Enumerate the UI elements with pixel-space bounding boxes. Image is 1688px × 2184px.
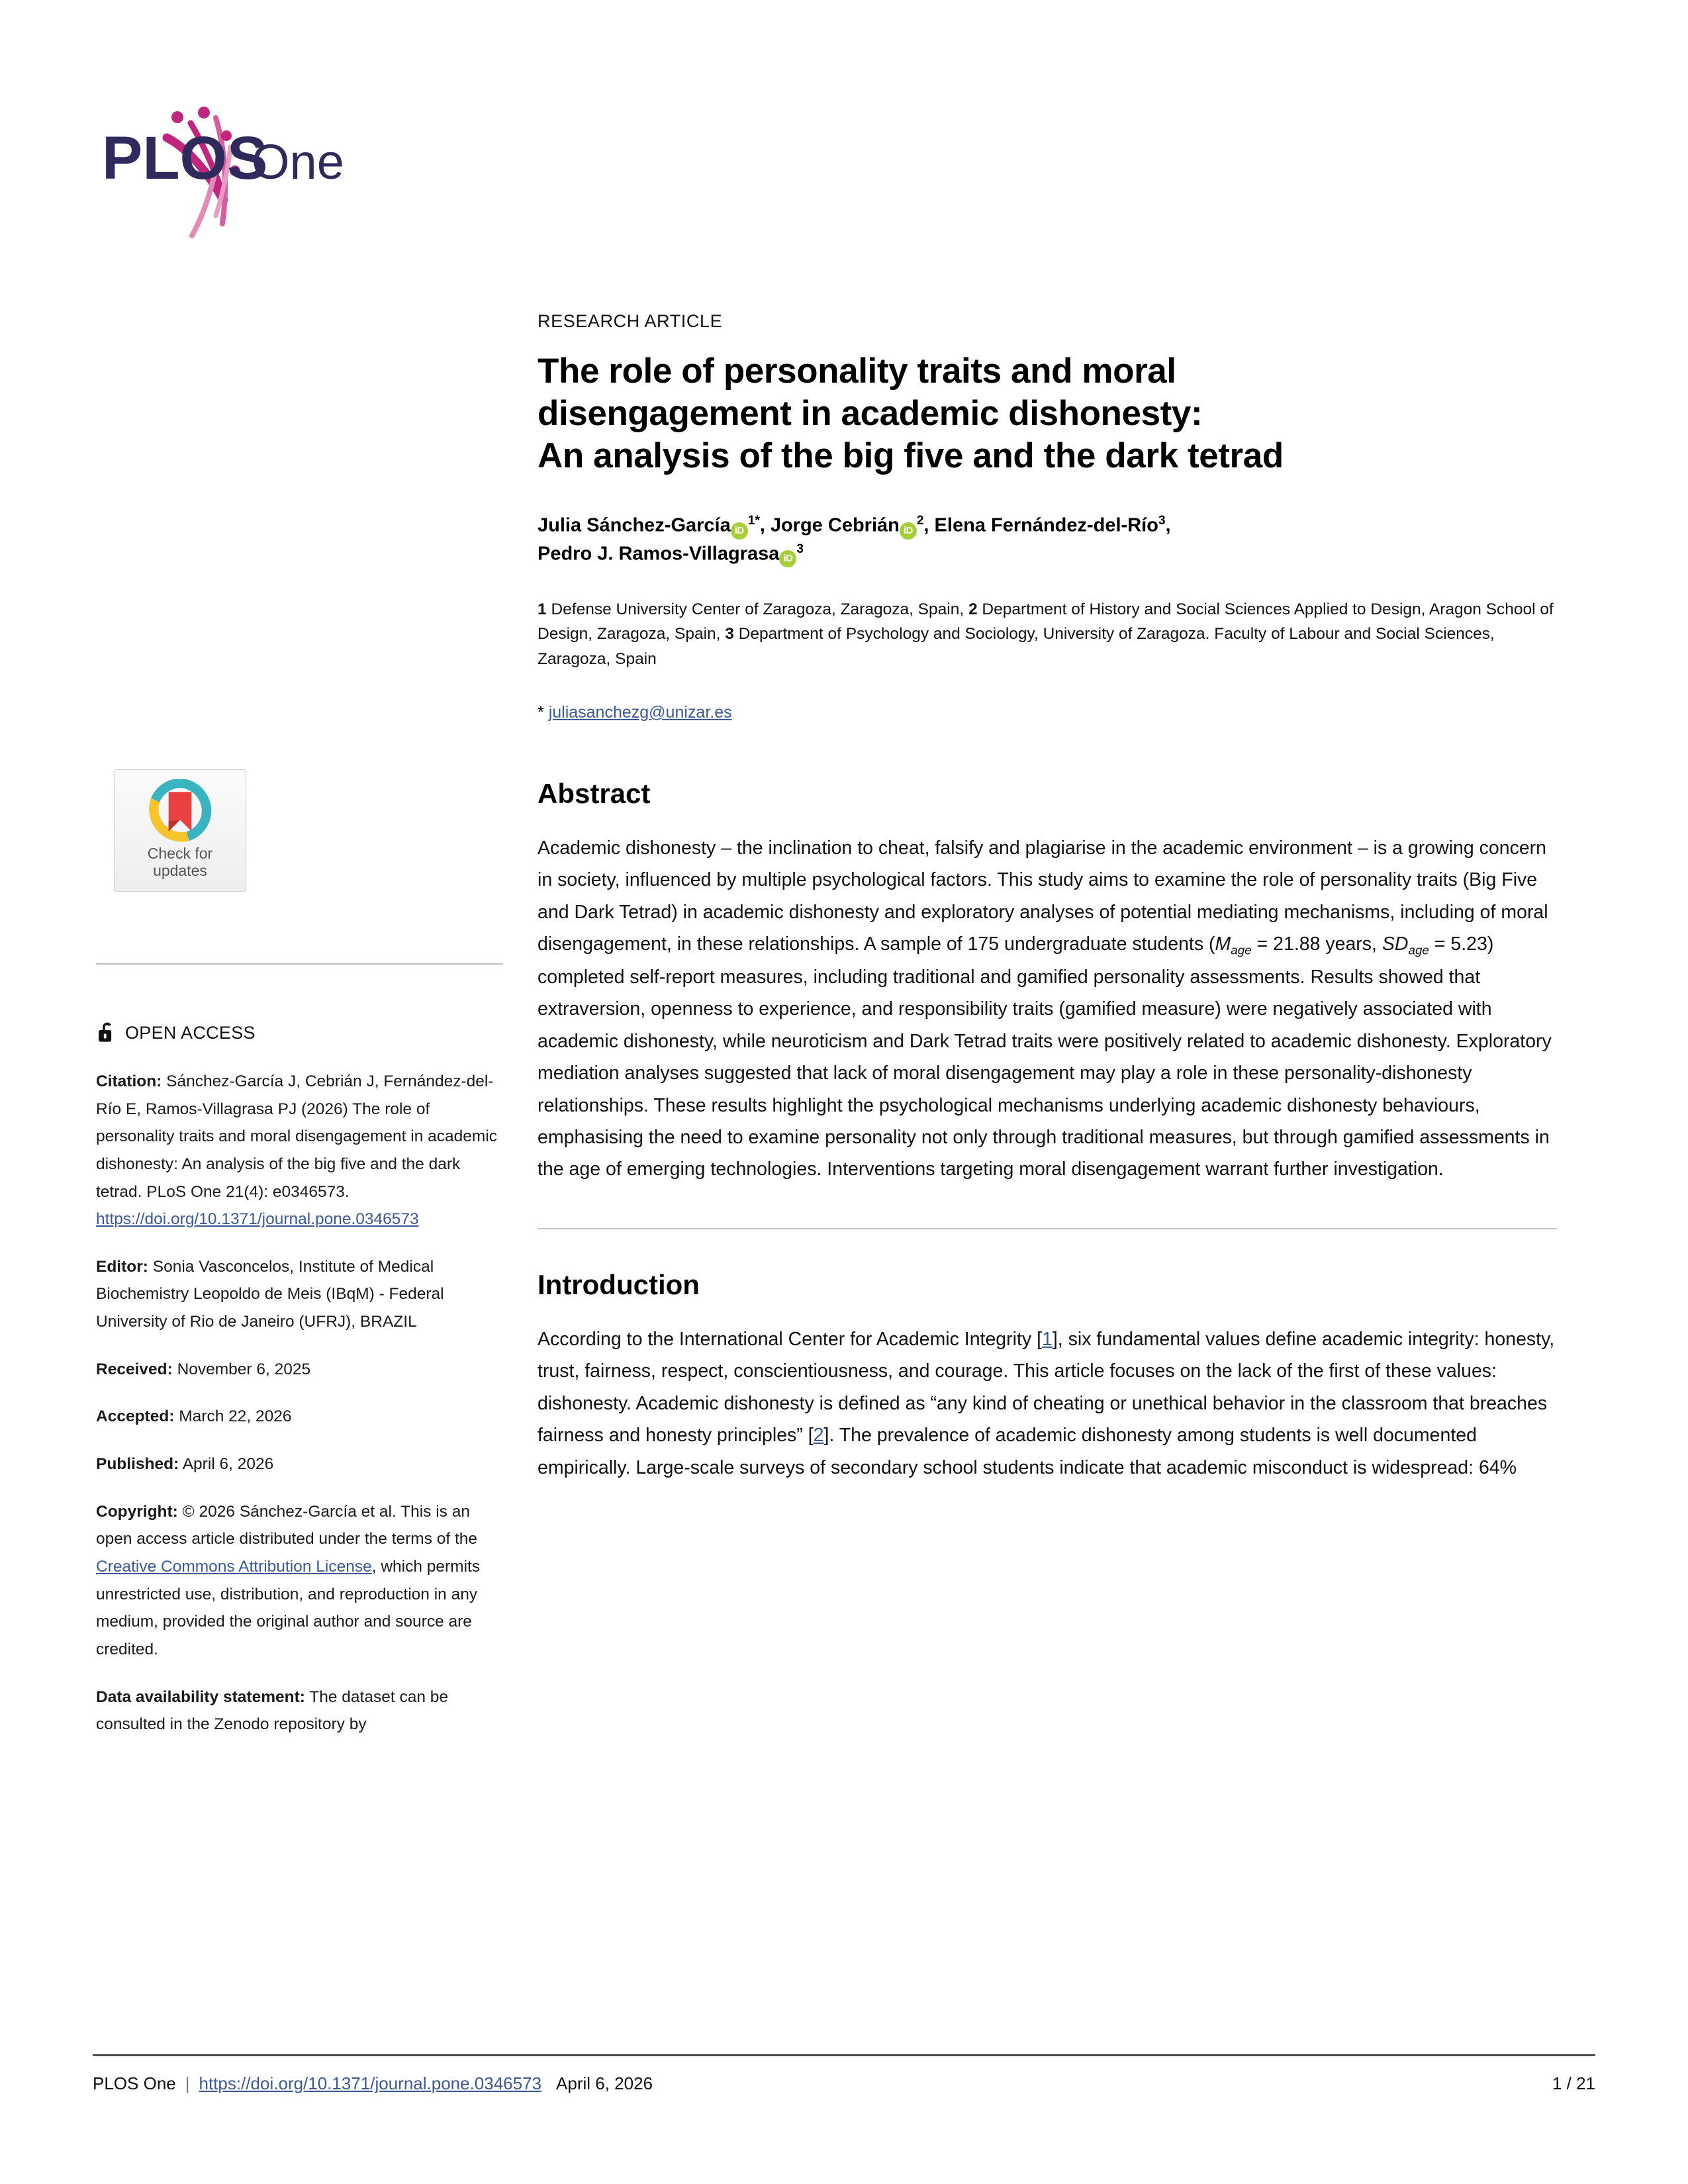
intro-text-c: ]. The prevalence of academic dishonesty among students is well documented empirically. Large-scale surveys of secondary school students indicate that academic misconduct is widespread: 64% bbox=[538, 1425, 1517, 1478]
received-text: November 6, 2025 bbox=[172, 1360, 311, 1378]
intro-text-b: ], six fundamental values define academic integrity: honesty, trust, fairness, respect, conscientiousness, and courage. This article focuses on the lack of the first of these values: dishonesty. Academic dishonesty is defined as “any kind of cheating or unethical behavior in the classroom that breaches fairness and honesty principles” [ bbox=[538, 1328, 1555, 1447]
affiliation-2-text: Department of History and Social Sciences Applied to Design, Aragon School of Design, Zaragoza, Spain, bbox=[538, 600, 1554, 643]
affiliation-3-number: 3 bbox=[725, 625, 734, 643]
page-footer bbox=[93, 2073, 1595, 2094]
citation-block bbox=[96, 1068, 506, 1233]
svg-text:PLOS: PLOS bbox=[102, 124, 268, 192]
article-type-kicker: RESEARCH ARTICLE bbox=[538, 311, 723, 331]
footer-divider bbox=[93, 2054, 1595, 2056]
mean-subscript: age bbox=[1231, 943, 1252, 957]
footer-separator: | bbox=[185, 2073, 190, 2093]
crossmark-label bbox=[148, 845, 212, 880]
data-availability-block bbox=[96, 1684, 506, 1738]
published-block bbox=[96, 1450, 506, 1478]
affiliation-2-number: 2 bbox=[968, 600, 978, 619]
affiliations bbox=[538, 597, 1557, 671]
cc-license-link[interactable]: Creative Commons Attribution License bbox=[96, 1557, 372, 1576]
author-4-sup: 3 bbox=[796, 542, 804, 556]
svg-text:One: One bbox=[252, 134, 344, 189]
accepted-block bbox=[96, 1403, 506, 1431]
author-1-sup: 1* bbox=[747, 514, 760, 528]
plos-one-logo[interactable] bbox=[93, 86, 437, 238]
citation-label: Citation: bbox=[96, 1072, 162, 1090]
data-availability-label: Data availability statement: bbox=[96, 1687, 305, 1706]
title-line-2: disengagement in academic dishonesty: bbox=[538, 394, 1203, 434]
corresponding-author bbox=[538, 703, 1557, 722]
affiliation-1-text: Defense University Center of Zaragoza, Zaragoza, Spain, bbox=[551, 600, 964, 619]
sd-value: = 5.23 bbox=[1429, 933, 1487, 955]
affiliation-1-number: 1 bbox=[538, 600, 547, 619]
orcid-icon[interactable]: iD bbox=[731, 522, 748, 540]
reference-link-2[interactable]: 2 bbox=[813, 1425, 824, 1447]
author-sep-3: , bbox=[1165, 515, 1171, 537]
abstract-text-b: ) completed self-report measures, including traditional and gamified personality assessments. Results showed that extraversion, openness to experience, and responsibility traits (gamified measure) were negatively associated with academic dishonesty, while neuroticism and Dark Tetrad traits were positively related to academic dishonesty. Exploratory mediation analyses suggested that lack of moral disengagement may play a role in these personality-dishonesty relationships. These results highlight the psychological mechanisms underlying academic dishonesty behaviours, emphasising the need to examine personality not only through traditional measures, but through gamified assessments in the age of emerging technologies. Interventions targeting moral disengagement warrant further investigation. bbox=[538, 933, 1552, 1180]
footer-journal: PLOS One bbox=[93, 2073, 176, 2093]
sd-symbol: SD bbox=[1382, 933, 1409, 955]
copyright-block bbox=[96, 1498, 506, 1664]
abstract-heading: Abstract bbox=[538, 777, 651, 809]
editor-block bbox=[96, 1253, 506, 1336]
article-main-column bbox=[538, 311, 1557, 1484]
author-1-name[interactable]: Julia Sánchez-García bbox=[538, 515, 731, 537]
open-lock-icon bbox=[96, 1020, 118, 1045]
accepted-text: March 22, 2026 bbox=[174, 1407, 292, 1426]
footer-doi-link[interactable]: https://doi.org/10.1371/journal.pone.0346573 bbox=[199, 2073, 542, 2093]
data-availability-text: The dataset can be consulted in the Zenodo repository by bbox=[96, 1687, 449, 1734]
title-line-3: An analysis of the big five and the dark tetrad bbox=[538, 436, 1284, 476]
introduction-paragraph bbox=[538, 1323, 1557, 1484]
crossmark-icon bbox=[148, 779, 212, 843]
mean-symbol: M bbox=[1215, 933, 1231, 955]
article-metadata-sidebar bbox=[96, 963, 506, 1758]
author-2-sup: 2 bbox=[916, 514, 924, 528]
footer-date: April 6, 2026 bbox=[556, 2073, 653, 2093]
editor-text: Sonia Vasconcelos, Institute of Medical Biochemistry Leopoldo de Meis (IBqM) - Federal University of Rio de Janeiro (UFRJ), BRAZIL bbox=[96, 1257, 444, 1331]
copyright-text-a: © 2026 Sánchez-García et al. This is an open access article distributed under the terms of the bbox=[96, 1502, 478, 1548]
abstract-text-a: Academic dishonesty – the inclination to cheat, falsify and plagiarise in the academic environment – is a growing concern in society, influenced by multiple psychological factors. This study aims to examine the role of personality traits (Big Five and Dark Tetrad) in academic dishonesty and exploratory analyses of potential mediating mechanisms, including of moral disengagement, in these relationships. A sample of 175 undergraduate students ( bbox=[538, 837, 1548, 955]
received-label: Received: bbox=[96, 1360, 173, 1378]
footer-page-number: 1 / 21 bbox=[1552, 2073, 1595, 2093]
introduction-heading: Introduction bbox=[538, 1268, 700, 1300]
author-3-sup: 3 bbox=[1158, 514, 1166, 528]
citation-doi-link[interactable]: https://doi.org/10.1371/journal.pone.0346573 bbox=[96, 1210, 419, 1229]
author-sep-2: , bbox=[923, 515, 935, 537]
mean-value: = 21.88 years, bbox=[1251, 933, 1382, 955]
corr-marker: * bbox=[538, 702, 549, 722]
copyright-label: Copyright: bbox=[96, 1502, 178, 1521]
author-list bbox=[538, 512, 1557, 568]
affiliation-3-text: Department of Psychology and Sociology, University of Zaragoza. Faculty of Labour and Social Sciences, Zaragoza, Spain bbox=[538, 625, 1495, 668]
open-access-row bbox=[96, 1020, 506, 1045]
intro-text-a: According to the International Center for Academic Integrity [ bbox=[538, 1328, 1042, 1350]
received-block bbox=[96, 1356, 506, 1384]
corresponding-email-link[interactable]: juliasanchezg@unizar.es bbox=[548, 702, 732, 722]
crossmark-badge[interactable] bbox=[114, 769, 246, 892]
accepted-label: Accepted: bbox=[96, 1407, 175, 1426]
open-access-label: OPEN ACCESS bbox=[125, 1022, 256, 1043]
sidebar-divider bbox=[96, 963, 503, 965]
author-sep-1: , bbox=[759, 515, 771, 537]
section-divider bbox=[538, 1228, 1557, 1229]
reference-link-1[interactable]: 1 bbox=[1042, 1328, 1053, 1350]
published-text: April 6, 2026 bbox=[179, 1455, 274, 1474]
sd-subscript: age bbox=[1408, 943, 1429, 957]
author-4-name[interactable]: Pedro J. Ramos-Villagrasa bbox=[538, 543, 780, 565]
title-line-1: The role of personality traits and moral bbox=[538, 352, 1176, 391]
copyright-text-b: , which permits unrestricted use, distribution, and reproduction in any medium, provided the original author and source are credited. bbox=[96, 1557, 481, 1658]
crossmark-line1: Check for bbox=[147, 845, 213, 862]
editor-label: Editor: bbox=[96, 1257, 148, 1276]
author-2-name[interactable]: Jorge Cebrián bbox=[770, 515, 900, 537]
crossmark-line2: updates bbox=[153, 861, 207, 879]
author-3-name[interactable]: Elena Fernández-del-Río bbox=[934, 515, 1158, 537]
abstract-paragraph bbox=[538, 832, 1557, 1186]
orcid-icon[interactable]: iD bbox=[900, 522, 917, 540]
orcid-icon[interactable]: iD bbox=[779, 550, 796, 567]
published-label: Published: bbox=[96, 1455, 179, 1474]
citation-text: Sánchez-García J, Cebrián J, Fernández-del-Río E, Ramos-Villagrasa PJ (2026) The role of personality traits and moral disengagement in academic dishonesty: An analysis of the big five and the dark tetrad. PLoS One 21(4): e0346573. bbox=[96, 1072, 498, 1201]
page-title bbox=[538, 350, 1557, 477]
